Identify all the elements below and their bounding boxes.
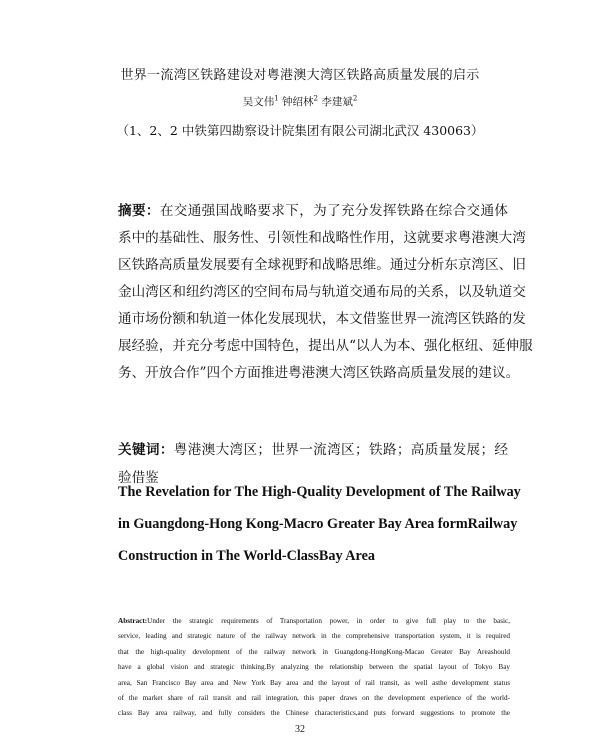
- author-affiliation-mark: 2: [313, 94, 318, 103]
- abstract-label: 摘要：: [118, 203, 160, 219]
- abstract-line: 区铁路高质量发展要有全球视野和战略思维。通过分析东京湾区、旧: [118, 257, 526, 273]
- abstract-line: 金山湾区和纽约湾区的空间布局与轨道交通布局的关系，以及轨道交: [118, 284, 526, 300]
- english-abstract-text: Under the strategic requirements of Transportation power, in order to give full play to the basic,: [147, 617, 510, 625]
- chinese-abstract: [118, 198, 533, 387]
- english-abstract-line: [118, 614, 510, 629]
- keywords-label: 关键词：: [118, 442, 174, 458]
- abstract-line: 务、开放合作”四个方面推进粤港澳大湾区铁路高质量发展的建议。: [118, 365, 520, 381]
- abstract-text: 在交通强国战略要求下，为了充分发挥铁路在综合交通体: [159, 203, 509, 219]
- author-name: 吴文伟: [242, 96, 275, 108]
- abstract-line: 通市场份额和轨道一体化发展现状，本文借鉴世界一流湾区铁路的发: [118, 311, 526, 327]
- english-abstract-line: service, leading and strategic nature of the railway network in the comprehensive transportation system, it is required: [118, 632, 510, 641]
- author-list: [60, 94, 540, 109]
- abstract-line: 系中的基础性、服务性、引领性和战略性作用，这就要求粤港澳大湾: [118, 230, 526, 246]
- english-abstract-line: of the market share of rail transit and rail integration, this paper draws on the development experience of the world-: [118, 694, 510, 703]
- author-affiliation-mark: 2: [352, 94, 358, 103]
- keywords-line: 验借鉴: [118, 470, 159, 486]
- author-name: 钟绍林: [282, 96, 314, 108]
- english-abstract-line: area, San Francisco Bay area and New York Bay area and the layout of rail transit, as well asthe development status: [118, 678, 510, 687]
- keywords-line: [118, 436, 508, 464]
- english-abstract: [118, 614, 510, 722]
- keywords-text: 粤港澳大湾区；世界一流湾区；铁路；高质量发展；经: [173, 442, 508, 458]
- english-abstract-line: have a global vision and strategic thinking.By analyzing the relationship between the spatial layout of Tokyo Bay: [118, 663, 510, 672]
- page-number: 32: [295, 724, 305, 735]
- affiliation: （1、2、2 中铁第四勘察设计院集团有限公司湖北武汉 430063）: [116, 123, 484, 138]
- english-title-line: Construction in The World-ClassBay Area: [118, 548, 375, 564]
- author-name: 李建斌: [321, 96, 353, 108]
- author-affiliation-mark: 1: [274, 94, 279, 103]
- english-title: [118, 476, 521, 572]
- english-abstract-line: that the high-quality development of the railway network in Guangdong-HongKong-Macao Greater Bay Areashould: [118, 647, 510, 656]
- english-abstract-label: Abstract:: [118, 617, 148, 625]
- abstract-line: 展经验，并充分考虑中国特色，提出从“以人为本、强化枢纽、延伸服: [118, 338, 533, 354]
- english-title-line: The Revelation for The High-Quality Development of The Railway: [118, 484, 521, 500]
- english-abstract-line: class Bay area railway, and fully considers the Chinese characteristics,and puts forward suggestions to promote the: [118, 709, 510, 718]
- abstract-line: [118, 198, 508, 225]
- chinese-title: 世界一流湾区铁路建设对粤港澳大湾区铁路高质量发展的启示: [120, 68, 480, 83]
- english-title-line: in Guangdong-Hong Kong-Macro Greater Bay Area formRailway: [118, 516, 518, 532]
